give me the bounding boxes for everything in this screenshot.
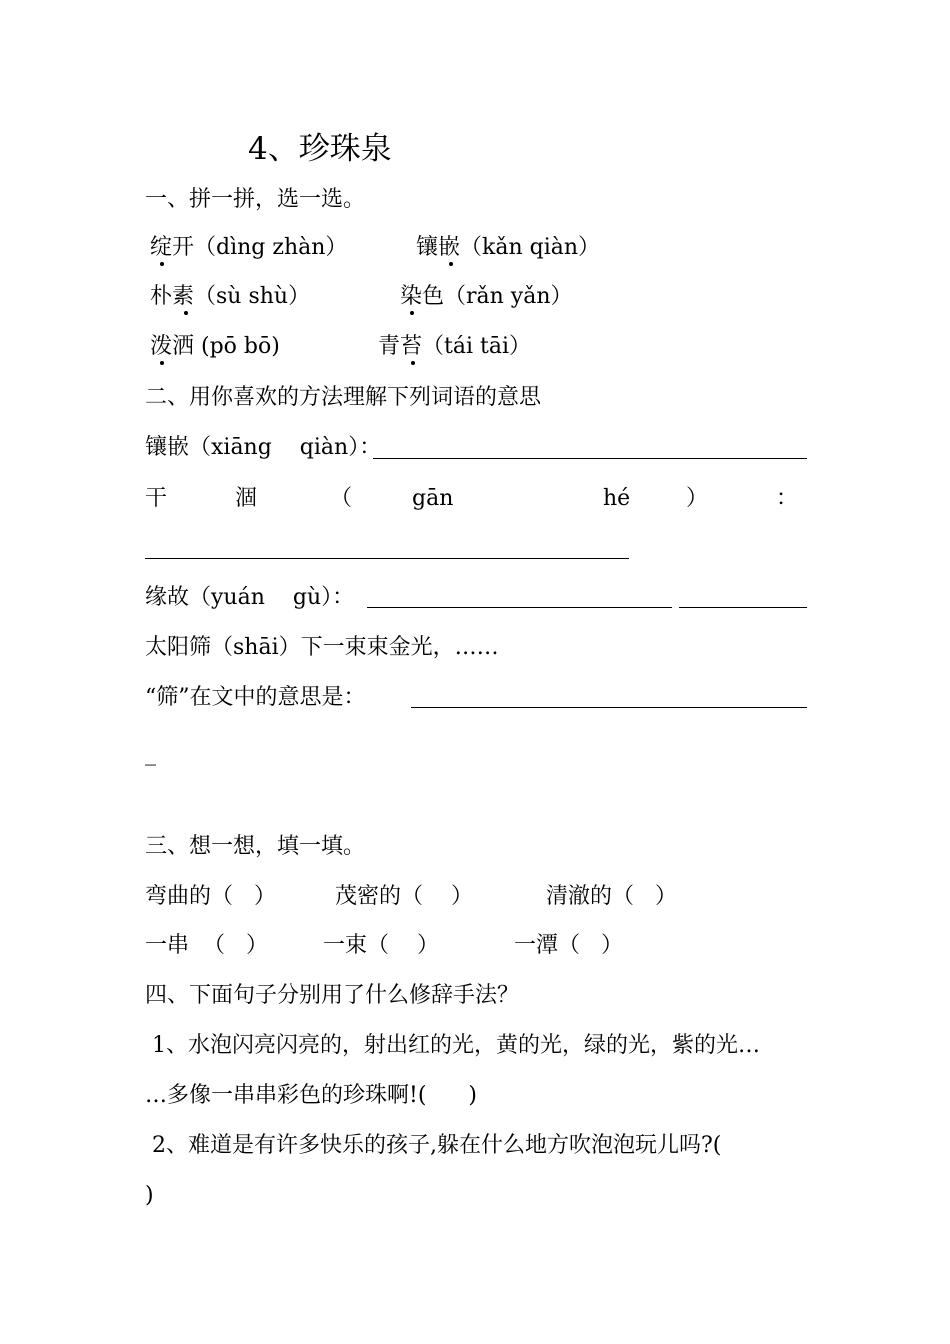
vocab-label-2-char: gān bbox=[412, 486, 454, 511]
vocab-label-2-char: ： bbox=[776, 486, 799, 511]
rhetoric-sentence-2-line1: 2、难道是有许多快乐的孩子,躲在什么地方吹泡泡玩儿吗?( bbox=[145, 1133, 722, 1158]
pinyin-item-options: （kǎn qiàn） bbox=[460, 235, 601, 260]
pinyin-item-word: 镶嵌 bbox=[416, 235, 461, 260]
vocab-label-1: 镶嵌（xiāng qiàn）： bbox=[145, 435, 382, 460]
answer-blank-3b[interactable] bbox=[679, 607, 807, 608]
pinyin-item-options: (pō bō) bbox=[194, 334, 280, 359]
rhetoric-sentence-1-line2: …多像一串串彩色的珍珠啊!( ) bbox=[145, 1083, 477, 1108]
vocab-label-2-char: 涸 bbox=[235, 486, 258, 511]
fill-item: 一潭（ ） bbox=[514, 933, 623, 958]
fill-item: 茂密的（ ） bbox=[335, 884, 473, 909]
pinyin-item-options: （tái tāi） bbox=[422, 334, 531, 359]
emphasis-dot bbox=[160, 262, 164, 266]
pinyin-item-3 bbox=[150, 283, 310, 311]
section1-heading: 一、拼一拼，选一选。 bbox=[145, 187, 366, 212]
page-title: 4、珍珠泉 bbox=[248, 131, 392, 167]
fill-item: 一串 （ ） bbox=[145, 933, 268, 958]
vocab-label-2-char: ） bbox=[686, 486, 709, 511]
section4-heading: 四、下面句子分别用了什么修辞手法？ bbox=[145, 983, 520, 1008]
rhetoric-sentence-1-line1: 1、水泡闪亮闪亮的，射出红的光，黄的光，绿的光，紫的光… bbox=[145, 1033, 760, 1058]
emphasis-dot bbox=[184, 311, 188, 315]
pinyin-item-options: （dìng zhàn） bbox=[194, 235, 348, 260]
section2-heading: 二、用你喜欢的方法理解下列词语的意思 bbox=[145, 385, 542, 410]
pinyin-item-4 bbox=[400, 283, 573, 311]
vocab-label-3: 缘故（yuán gù）： bbox=[145, 585, 355, 610]
answer-blank-3a[interactable] bbox=[367, 607, 672, 608]
answer-blank-1[interactable] bbox=[373, 458, 807, 459]
context-sentence: 太阳筛（shāi）下一束束金光，…… bbox=[145, 635, 499, 660]
emphasis-dot bbox=[411, 361, 415, 365]
vocab-label-2-char: （ bbox=[330, 486, 353, 511]
answer-blank-2[interactable] bbox=[145, 558, 629, 559]
vocab-label-4: “筛”在文中的意思是： bbox=[145, 685, 366, 710]
emphasis-dot bbox=[449, 262, 453, 266]
pinyin-item-options: （rǎn yǎn） bbox=[444, 284, 573, 309]
pinyin-item-2 bbox=[416, 234, 600, 262]
fill-item: 弯曲的（ ） bbox=[145, 884, 276, 909]
emphasis-dot bbox=[160, 361, 164, 365]
pinyin-item-word: 染色 bbox=[400, 284, 445, 309]
pinyin-item-word: 泼洒 bbox=[150, 334, 195, 359]
pinyin-item-word: 青苔 bbox=[378, 334, 423, 359]
pinyin-item-word: 绽开 bbox=[150, 235, 195, 260]
emphasis-dot bbox=[410, 311, 414, 315]
fill-item: 清澈的（ ） bbox=[546, 884, 677, 909]
fill-item: 一束（ ） bbox=[323, 933, 439, 958]
pinyin-item-5 bbox=[150, 333, 280, 361]
pinyin-item-word: 朴素 bbox=[150, 284, 195, 309]
pinyin-item-6 bbox=[378, 333, 531, 361]
rhetoric-sentence-2-line2: ) bbox=[145, 1183, 154, 1208]
pinyin-item-options: （sù shù） bbox=[194, 284, 311, 309]
answer-blank-4[interactable] bbox=[411, 707, 807, 708]
section3-heading: 三、想一想，填一填。 bbox=[145, 834, 366, 859]
trailing-underscore: _ bbox=[145, 741, 156, 766]
vocab-label-2-char: 干 bbox=[145, 486, 168, 511]
pinyin-item-1 bbox=[150, 234, 347, 262]
vocab-label-2-char: hé bbox=[603, 486, 631, 511]
